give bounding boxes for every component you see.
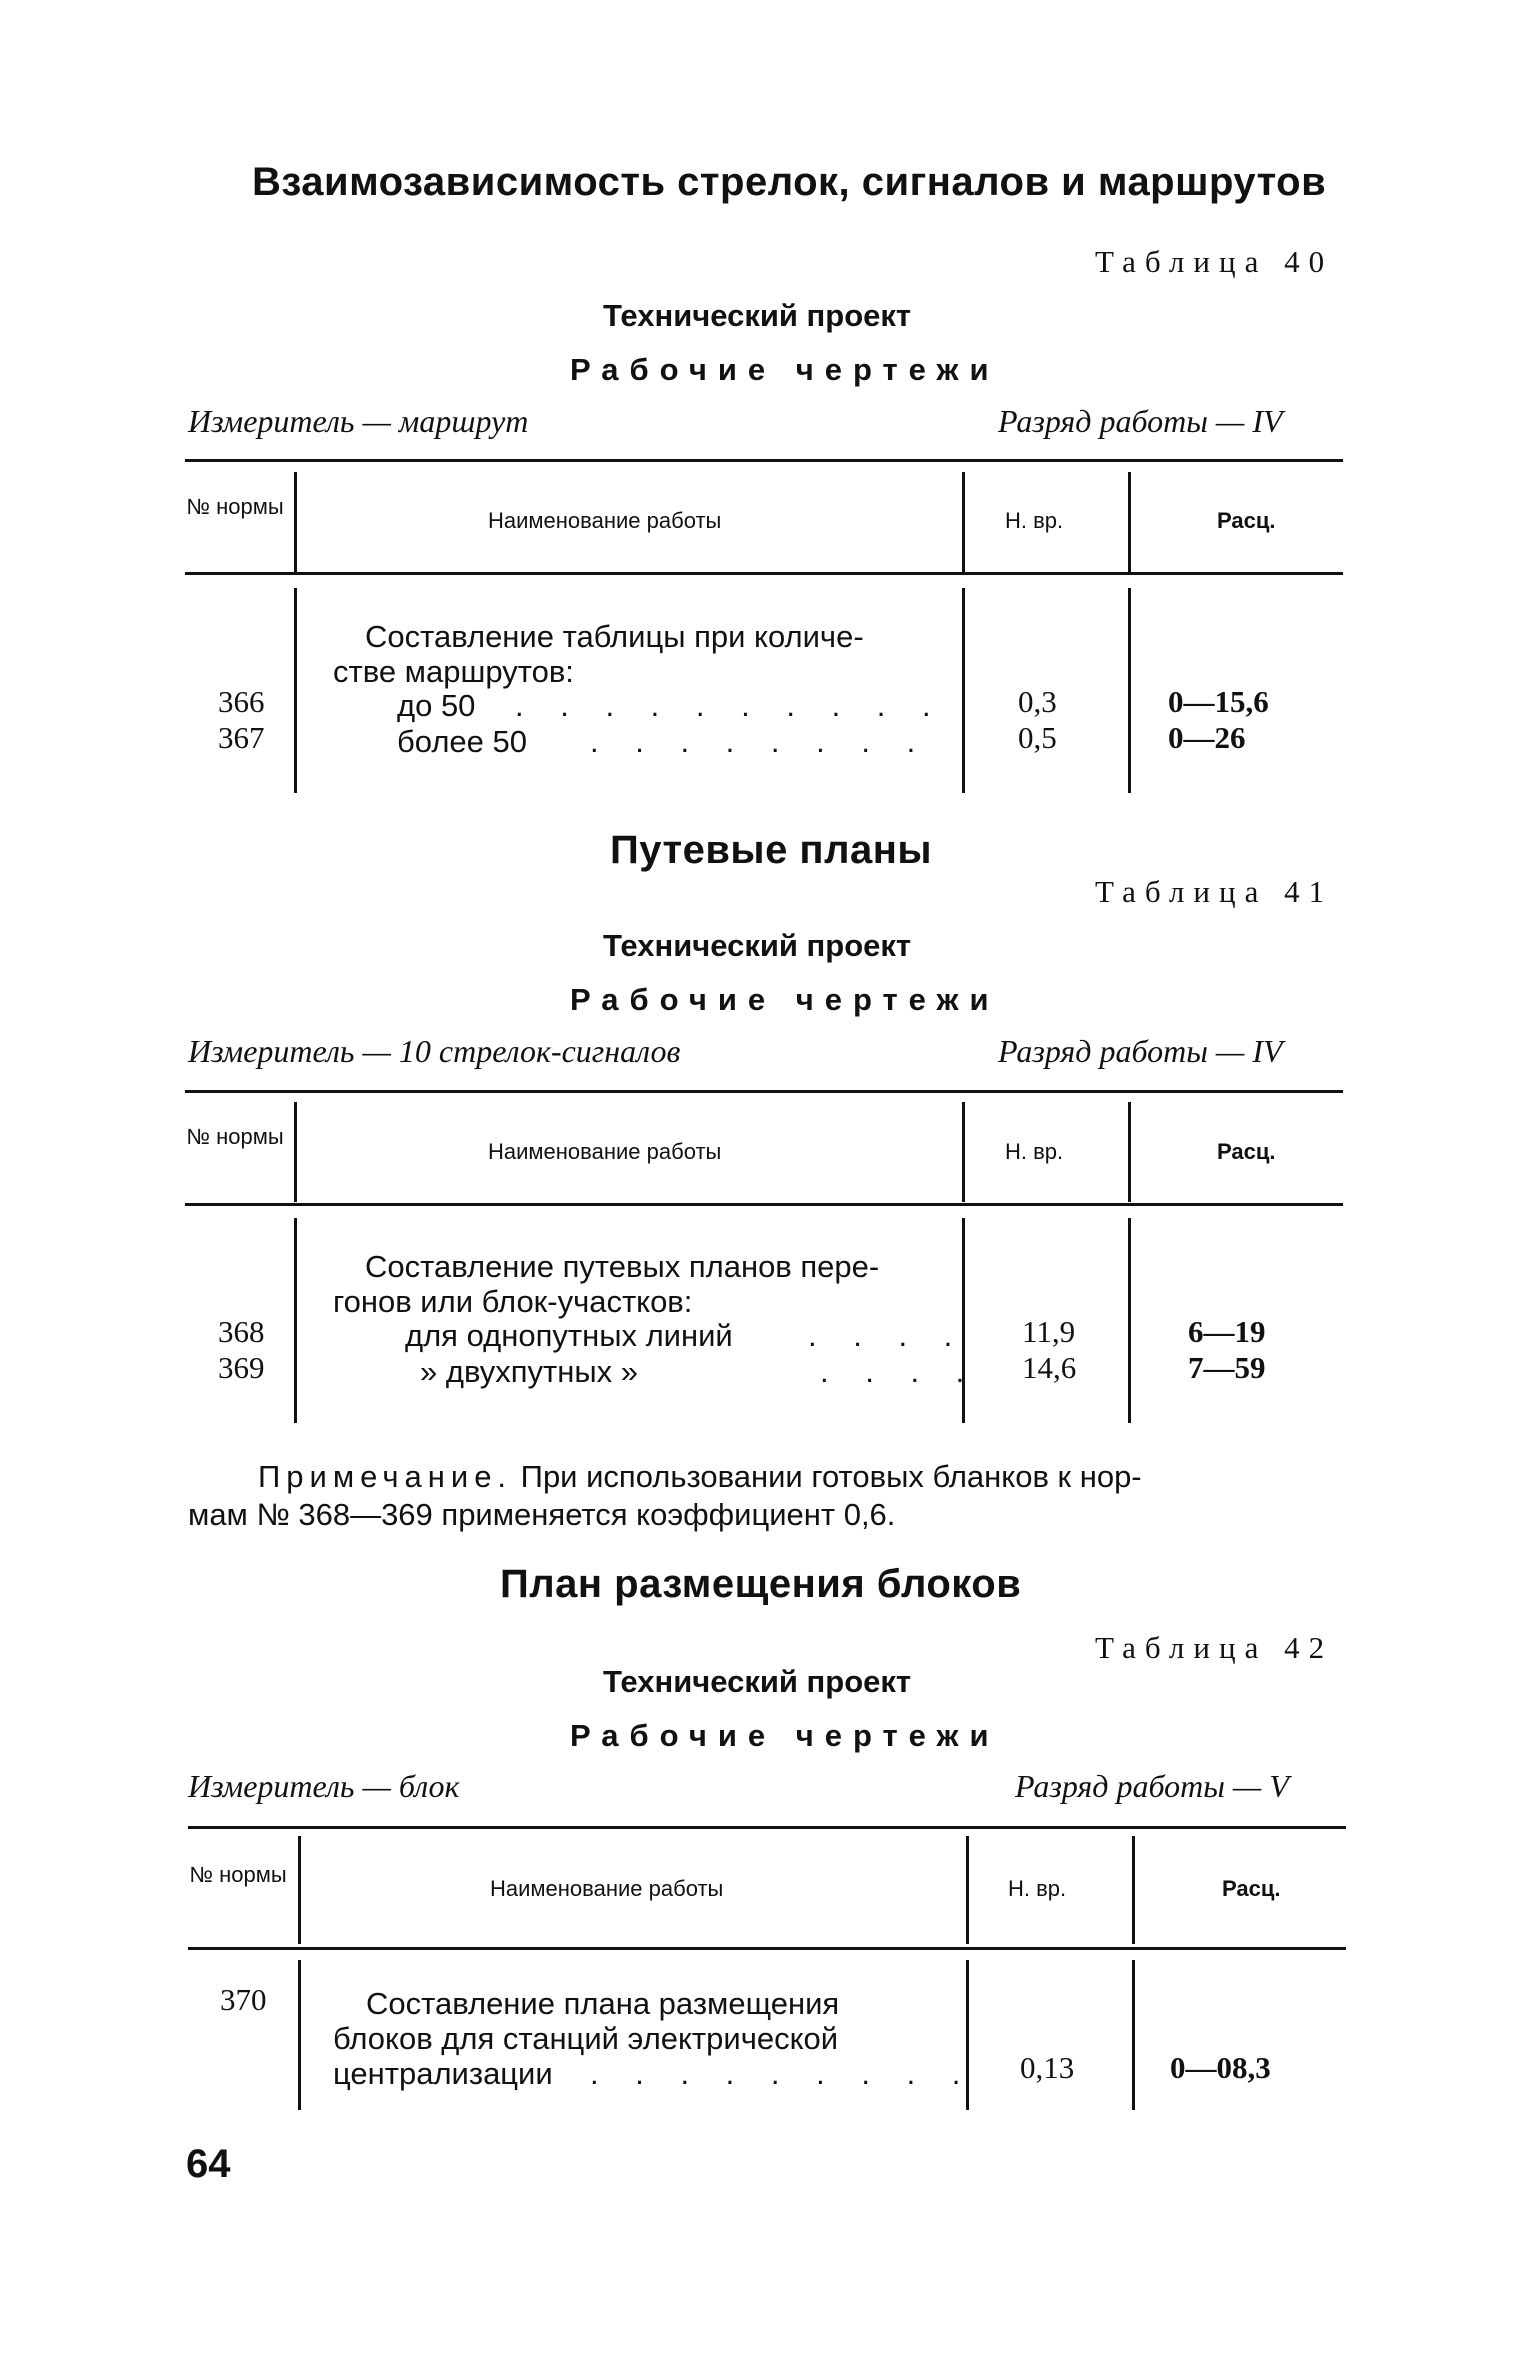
leader-dots: . . . . . . . . . [590,2056,975,2091]
column-divider [298,1960,301,2110]
drawings-label: Рабочие чертежи [570,982,1000,1017]
table-header-rule [188,1947,1346,1950]
header-name: Наименование работы [488,508,722,533]
column-divider [294,1102,297,1202]
header-time: Н. вр. [1005,1139,1064,1164]
table-top-rule [188,1826,1346,1829]
column-divider [1128,588,1131,793]
note-line-1 [258,1458,1142,1496]
table-label: Таблица 40 [1095,244,1334,279]
row-time: 0,13 [1020,2050,1075,2085]
intro-line: Составление путевых планов пере- [365,1249,880,1284]
intro-line: Составление таблицы при количе- [365,619,864,654]
grade-label: Разряд работы — V [1015,1768,1289,1804]
row-time: 0,3 [1018,684,1057,719]
header-rate: Расц. [1217,1139,1276,1164]
section-title: План размещения блоков [500,1562,1022,1606]
row-name: » двухпутных » [420,1354,638,1389]
note-text: мам № 368—369 применяется коэффициент 0,6. [188,1497,896,1532]
column-divider [294,588,297,793]
column-divider [966,1836,969,1944]
row-no: 368 [218,1314,265,1349]
grade-label: Разряд работы — IV [998,403,1283,439]
row-time: 14,6 [1022,1350,1077,1385]
table-top-rule [185,459,1343,462]
grade-label: Разряд работы — IV [998,1033,1283,1069]
column-divider [1132,1836,1135,1944]
page-number: 64 [186,2142,231,2186]
leader-dots: . . . . . . . . [590,724,930,759]
note-text: При использовании готовых бланков к нор- [512,1459,1142,1494]
note-label: Примечание. [258,1459,513,1494]
row-name-line: централизации [333,2056,553,2091]
header-no: № нормы [186,494,284,519]
row-rate: 0—15,6 [1168,684,1269,719]
row-name-line: блоков для станций электрической [333,2021,839,2056]
table-label: Таблица 41 [1095,874,1334,909]
meter-label: Измеритель — блок [188,1768,460,1804]
row-no: 366 [218,684,265,719]
column-divider [1128,1218,1131,1423]
column-divider [1128,472,1131,572]
column-divider [294,1218,297,1423]
column-divider [1128,1102,1131,1202]
meter-label: Измеритель — маршрут [188,403,529,439]
table-top-rule [185,1090,1343,1093]
column-divider [962,472,965,572]
leader-dots: . . . . [808,1318,967,1353]
header-no: № нормы [189,1862,287,1887]
row-rate: 0—08,3 [1170,2050,1271,2085]
header-time: Н. вр. [1008,1876,1067,1901]
header-rate: Расц. [1217,508,1276,533]
table-header-rule [185,572,1343,575]
section-title: Путевые планы [610,828,933,872]
project-label: Технический проект [603,298,912,333]
row-name-line: Составление плана размещения [366,1986,840,2021]
column-divider [962,1102,965,1202]
header-time: Н. вр. [1005,508,1064,533]
row-name: для однопутных линий [405,1318,733,1353]
leader-dots: . . . . [820,1354,979,1389]
row-rate: 7—59 [1188,1350,1266,1385]
project-label: Технический проект [603,1664,912,1699]
row-rate: 0—26 [1168,720,1246,755]
column-divider [962,588,965,793]
intro-line: стве маршрутов: [333,654,574,689]
header-name: Наименование работы [488,1139,722,1164]
drawings-label: Рабочие чертежи [570,1718,1000,1753]
column-divider [298,1836,301,1944]
intro-line: гонов или блок-участков: [333,1284,693,1319]
project-label: Технический проект [603,928,912,963]
row-time: 11,9 [1022,1314,1076,1349]
table-header-rule [185,1203,1343,1206]
meter-label: Измеритель — 10 стрелок-сигналов [188,1033,681,1069]
row-name: до 50 [397,688,476,723]
row-rate: 6—19 [1188,1314,1266,1349]
table-label: Таблица 42 [1095,1630,1334,1665]
header-name: Наименование работы [490,1876,724,1901]
header-no: № нормы [186,1124,284,1149]
row-no: 370 [220,1982,267,2017]
section-title: Взаимозависимость стрелок, сигналов и маршрутов [252,160,1327,204]
column-divider [294,472,297,572]
row-no: 367 [218,720,265,755]
header-rate: Расц. [1222,1876,1281,1901]
row-no: 369 [218,1350,265,1385]
column-divider [1132,1960,1135,2110]
row-name: более 50 [397,724,527,759]
row-time: 0,5 [1018,720,1057,755]
drawings-label: Рабочие чертежи [570,352,1000,387]
leader-dots: . . . . . . . . . . [515,688,945,723]
